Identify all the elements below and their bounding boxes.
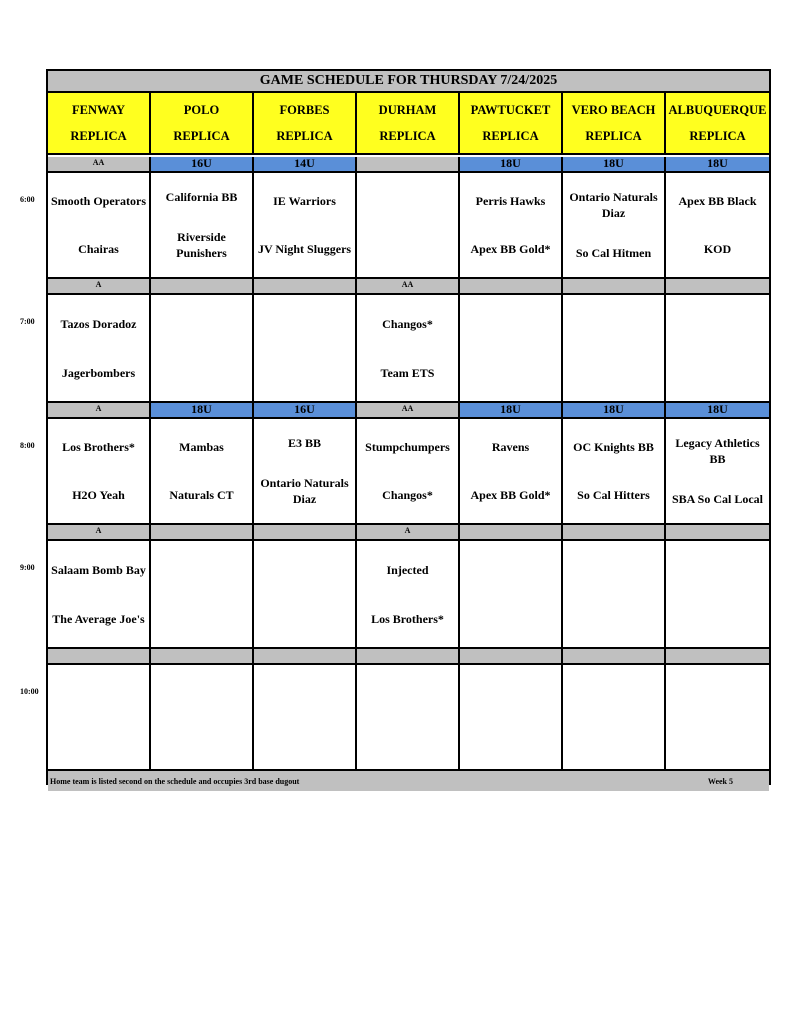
age-label: 18U [460,403,563,417]
away-team: E3 BB [287,436,321,450]
game-cell [254,419,357,523]
week-label: Week 5 [707,776,733,786]
game-row [48,419,769,525]
time-label: 10:00 [20,687,39,696]
age-label: AA [48,157,151,171]
age-label: 18U [563,403,666,417]
time-label: 8:00 [20,441,35,450]
away-team: Smooth Operators [51,194,146,208]
game-cell [563,541,666,647]
game-cell [357,541,460,647]
away-team: Stumpchumpers [365,440,450,454]
game-cell [48,173,151,277]
game-cell [254,541,357,647]
game-cell [357,295,460,401]
age-label [151,649,254,663]
age-label-row [48,525,769,541]
home-team: Apex BB Gold* [470,242,551,256]
age-label-row [48,279,769,295]
game-cell [254,295,357,401]
age-label-row [48,157,769,173]
age-label [48,649,151,663]
home-team: Riverside Punishers [176,230,227,260]
home-team: Naturals CT [169,488,234,502]
age-label: 18U [563,157,666,171]
age-label [151,279,254,293]
away-team: Apex BB Black [678,194,757,208]
age-label [666,525,769,539]
age-label [666,649,769,663]
age-label: 18U [460,157,563,171]
age-label: 18U [666,157,769,171]
game-cell [48,541,151,647]
field-sub: REPLICA [482,128,539,143]
game-cell [151,665,254,769]
age-label: 18U [666,403,769,417]
away-team: IE Warriors [273,194,336,208]
field-sub: REPLICA [689,128,746,143]
age-label: A [48,525,151,539]
field-header-row [48,93,769,155]
field-header-vero-beach [563,93,666,153]
away-team: Tazos Doradoz [60,316,137,331]
away-team: Perris Hawks [475,194,546,208]
age-label [563,649,666,663]
field-header-durham [357,93,460,153]
game-row [48,173,769,279]
game-cell [254,665,357,769]
home-team: H2O Yeah [72,488,125,502]
field-header-polo [151,93,254,153]
game-cell [151,173,254,277]
away-team: Legacy Athletics BB [675,436,760,466]
game-cell [48,419,151,523]
game-row [48,295,769,403]
game-cell [666,665,769,769]
game-cell [460,295,563,401]
age-label: 18U [151,403,254,417]
time-label: 9:00 [20,563,35,572]
game-cell [151,295,254,401]
footer-note: Home team is listed second on the schedule and occupies 3rd base dugout [50,776,300,786]
field-name: POLO [183,102,220,117]
away-team: Ravens [491,440,530,454]
age-label: AA [357,403,460,417]
schedule-title: GAME SCHEDULE FOR THURSDAY 7/24/2025 [48,71,769,93]
schedule-sheet [46,69,771,785]
game-cell [563,173,666,277]
game-cell [563,665,666,769]
age-label: 16U [151,157,254,171]
home-team: Chairas [78,242,119,256]
age-label [460,525,563,539]
age-label [666,279,769,293]
age-label [151,525,254,539]
field-sub: REPLICA [379,128,436,143]
game-cell [666,295,769,401]
age-label: AA [357,279,460,293]
age-label-row [48,403,769,419]
game-cell [666,173,769,277]
game-cell [563,419,666,523]
age-label [254,525,357,539]
away-team: Injected [386,562,429,577]
home-team: So Cal Hitmen [575,246,652,260]
game-cell [460,541,563,647]
away-team: OC Knights BB [573,440,654,454]
home-team: KOD [703,242,732,256]
footer-band [48,771,769,791]
game-cell [460,665,563,769]
age-label [460,649,563,663]
age-label [357,649,460,663]
game-cell [151,541,254,647]
away-team: Salaam Bomb Bay [51,562,146,577]
game-cell [460,173,563,277]
home-team: The Average Joe's [52,611,145,626]
age-label [254,649,357,663]
home-team: Los Brothers* [371,611,444,626]
game-row [48,541,769,649]
game-row [48,665,769,771]
field-header-fenway [48,93,151,153]
age-label [357,157,460,171]
age-label: 16U [254,403,357,417]
field-sub: REPLICA [276,128,333,143]
field-sub: REPLICA [585,128,642,143]
home-team: So Cal Hitters [577,488,650,502]
game-cell [254,173,357,277]
game-cell [357,419,460,523]
away-team: Mambas [179,440,224,454]
home-team: JV Night Sluggers [257,242,352,256]
home-team: Jagerbombers [61,365,136,380]
field-sub: REPLICA [70,128,127,143]
game-cell [48,665,151,769]
away-team: California BB [165,190,238,204]
home-team: Team ETS [380,365,435,380]
home-team: Changos* [382,488,433,502]
game-cell [563,295,666,401]
field-header-pawtucket [460,93,563,153]
game-cell [48,295,151,401]
game-cell [666,541,769,647]
field-name: PAWTUCKET [470,102,551,117]
age-label: 14U [254,157,357,171]
field-name: FENWAY [71,102,126,117]
age-label [563,525,666,539]
game-cell [666,419,769,523]
away-team: Los Brothers* [62,440,135,454]
home-team: Apex BB Gold* [470,488,551,502]
game-cell [460,419,563,523]
time-label: 7:00 [20,317,35,326]
age-label [254,279,357,293]
field-header-forbes [254,93,357,153]
schedule-body [48,157,769,791]
age-label: A [357,525,460,539]
age-label [460,279,563,293]
game-cell [357,173,460,277]
away-team: Changos* [382,316,433,331]
home-team: SBA So Cal Local [671,492,763,506]
game-cell [357,665,460,769]
age-label: A [48,279,151,293]
away-team: Ontario Naturals Diaz [569,190,658,220]
field-name: DURHAM [378,102,437,117]
field-sub: REPLICA [173,128,230,143]
home-team: Ontario Naturals Diaz [260,476,349,506]
field-name: FORBES [279,102,330,117]
field-name: VERO BEACH [571,102,656,117]
age-label [563,279,666,293]
field-name: ALBUQUERQUE [668,102,767,117]
field-header-albuquerque [666,93,769,153]
game-cell [151,419,254,523]
time-label: 6:00 [20,195,35,204]
age-label-row [48,649,769,665]
age-label: A [48,403,151,417]
